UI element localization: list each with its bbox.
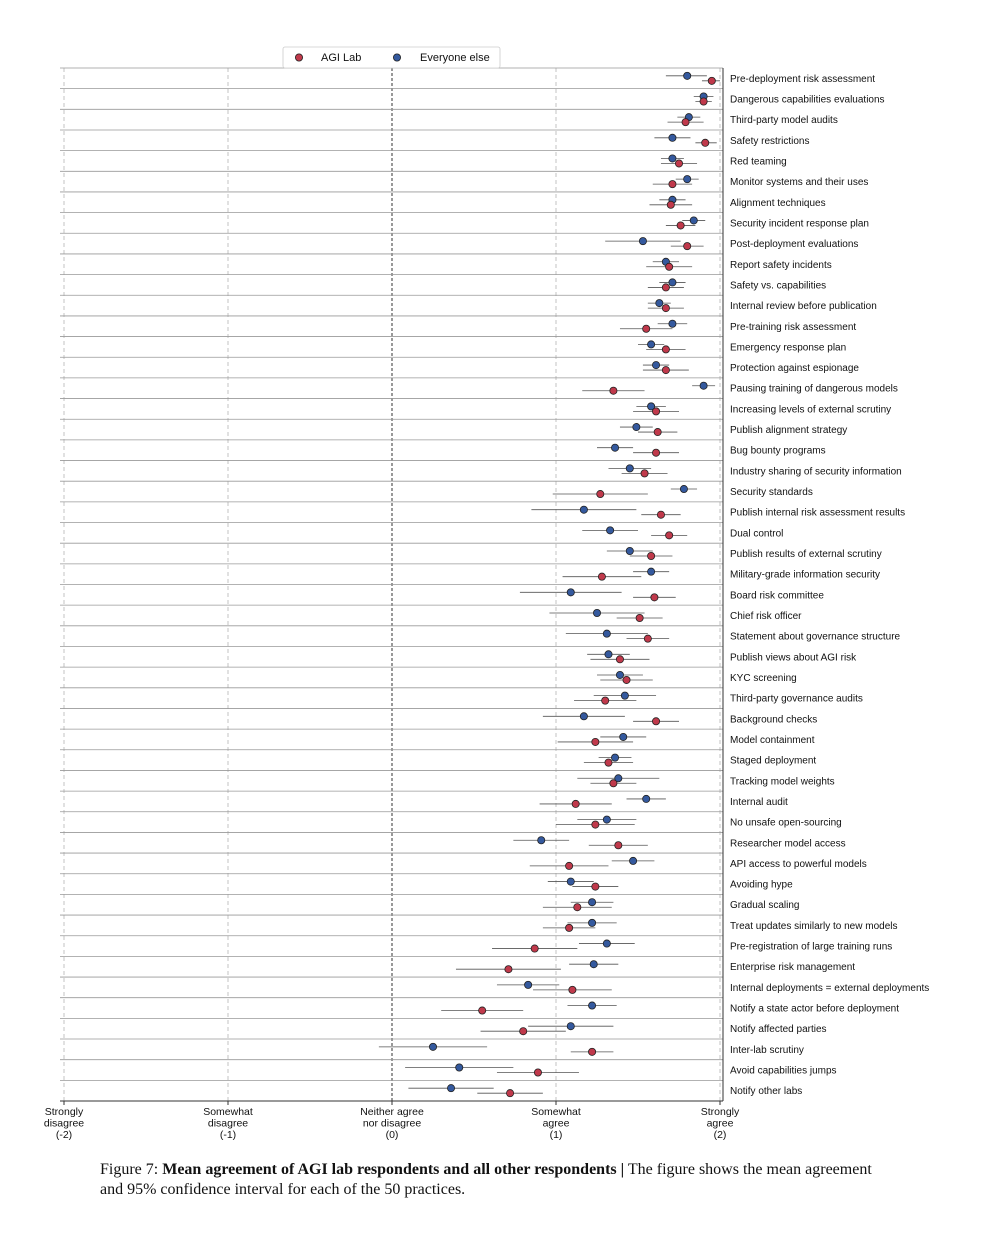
everyone-else-mean-point: [605, 651, 612, 658]
practice-label: Safety restrictions: [730, 135, 810, 147]
agi-lab-mean-point: [657, 511, 664, 518]
agi-lab-mean-point: [636, 614, 643, 621]
everyone-else-mean-point: [629, 857, 636, 864]
everyone-else-mean-point: [580, 713, 587, 720]
everyone-else-mean-point: [567, 878, 574, 885]
everyone-else-mean-point: [447, 1085, 454, 1092]
agi-lab-mean-point: [662, 284, 669, 291]
agi-lab-mean-point: [569, 986, 576, 993]
practice-label: Publish alignment strategy: [730, 425, 848, 437]
everyone-else-mean-point: [669, 134, 676, 141]
practice-label: Emergency response plan: [730, 342, 847, 354]
everyone-else-mean-point: [588, 1002, 595, 1009]
agi-lab-mean-point: [605, 759, 612, 766]
agi-lab-mean-point: [506, 1090, 513, 1097]
everyone-else-mean-point: [588, 899, 595, 906]
agi-lab-mean-point: [677, 222, 684, 229]
agi-lab-mean-point: [592, 883, 599, 890]
agi-lab-mean-point: [648, 552, 655, 559]
everyone-else-mean-point: [620, 733, 627, 740]
agi-lab-mean-point: [644, 635, 651, 642]
practice-labels: [730, 74, 929, 1097]
practice-label: Monitor systems and their uses: [730, 177, 869, 189]
everyone-else-mean-point: [607, 527, 614, 534]
practice-label: Pre-training risk assessment: [730, 321, 857, 333]
everyone-else-mean-point: [626, 465, 633, 472]
everyone-else-mean-point: [669, 320, 676, 327]
agi-lab-mean-point: [566, 924, 573, 931]
agi-lab-mean-point: [520, 1028, 527, 1035]
agi-lab-mean-point: [702, 139, 709, 146]
practice-label: Post-deployment evaluations: [730, 239, 859, 251]
agi-lab-mean-point: [662, 304, 669, 311]
practice-label: Red teaming: [730, 156, 787, 168]
practice-label: Publish internal risk assessment results: [730, 507, 906, 519]
caption-bold-title: Mean agreement of AGI lab respondents and all other respondents |: [162, 1161, 625, 1178]
everyone-else-mean-point: [525, 981, 532, 988]
practice-label: Third-party governance audits: [730, 693, 863, 705]
agi-lab-mean-point: [666, 532, 673, 539]
agi-lab-mean-point: [641, 470, 648, 477]
x-tick-label: Somewhat disagree (-1): [203, 1106, 253, 1141]
practice-label: Protection against espionage: [730, 363, 859, 375]
agi-lab-mean-point: [610, 387, 617, 394]
agi-lab-mean-point: [572, 800, 579, 807]
practice-label: Safety vs. capabilities: [730, 280, 827, 292]
practice-label: Avoid capabilities jumps: [730, 1065, 837, 1077]
agi-lab-mean-point: [592, 738, 599, 745]
agi-lab-mean-point: [574, 904, 581, 911]
practice-label: No unsafe open-sourcing: [730, 817, 842, 829]
everyone-else-mean-point: [590, 961, 597, 968]
caption-text: The figure shows the mean agreement and 95% confidence interval for each of the 50 practices.: [100, 1161, 872, 1198]
everyone-else-mean-point: [603, 630, 610, 637]
agi-lab-mean-point: [615, 842, 622, 849]
everyone-else-mean-point: [680, 485, 687, 492]
agi-lab-mean-point: [662, 346, 669, 353]
everyone-else-mean-point: [603, 816, 610, 823]
row-separators: [60, 68, 723, 1101]
everyone-else-mean-point: [633, 423, 640, 430]
practice-label: Alignment techniques: [730, 197, 826, 209]
x-tick-label: Strongly disagree (-2): [43, 1106, 85, 1141]
everyone-else-mean-point: [669, 155, 676, 162]
practice-label: Dangerous capabilities evaluations: [730, 94, 885, 106]
legend: [283, 47, 500, 68]
practice-label: Notify a state actor before deployment: [730, 1003, 899, 1015]
practice-label: Background checks: [730, 714, 818, 726]
agi-lab-mean-point: [682, 119, 689, 126]
legend-agi-lab-marker: [295, 54, 302, 61]
everyone-else-mean-point: [567, 1023, 574, 1030]
practice-label: Notify other labs: [730, 1086, 803, 1098]
everyone-else-mean-point: [648, 568, 655, 575]
practice-label: Inter-lab scrutiny: [730, 1044, 804, 1056]
practice-label: Staged deployment: [730, 755, 817, 767]
everyone-else-mean-point: [656, 299, 663, 306]
practice-label: Increasing levels of external scrutiny: [730, 404, 892, 416]
everyone-else-mean-point: [643, 795, 650, 802]
practice-label: Publish results of external scrutiny: [730, 549, 882, 561]
everyone-else-mean-point: [621, 692, 628, 699]
practice-label: Report safety incidents: [730, 259, 832, 271]
agi-lab-mean-point: [662, 366, 669, 373]
practice-label: Third-party model audits: [730, 115, 838, 127]
practice-label: Security standards: [730, 487, 813, 499]
everyone-else-mean-point: [616, 671, 623, 678]
agi-lab-mean-point: [505, 966, 512, 973]
everyone-else-mean-point: [639, 238, 646, 245]
agi-lab-mean-point: [666, 263, 673, 270]
practice-label: Statement about governance structure: [730, 631, 901, 643]
agi-lab-mean-point: [531, 945, 538, 952]
agi-lab-mean-point: [652, 408, 659, 415]
practice-label: Internal review before publication: [730, 301, 877, 313]
agi-lab-mean-point: [588, 1048, 595, 1055]
practice-label: Tracking model weights: [730, 776, 835, 788]
x-tick-labels: [44, 1106, 740, 1141]
practice-label: Notify affected parties: [730, 1024, 827, 1036]
agi-lab-mean-point: [643, 325, 650, 332]
agi-lab-mean-point: [654, 428, 661, 435]
practice-label: Model containment: [730, 734, 815, 746]
agi-lab-mean-point: [684, 243, 691, 250]
practice-label: Pre-registration of large training runs: [730, 941, 893, 953]
practice-label: Treat updates similarly to new models: [730, 920, 898, 932]
everyone-else-mean-point: [567, 589, 574, 596]
everyone-else-mean-point: [684, 176, 691, 183]
agi-lab-mean-point: [566, 862, 573, 869]
practice-label: Security incident response plan: [730, 218, 869, 230]
everyone-else-mean-point: [648, 341, 655, 348]
everyone-else-mean-point: [429, 1043, 436, 1050]
everyone-else-mean-point: [669, 279, 676, 286]
everyone-else-mean-point: [588, 919, 595, 926]
agi-lab-mean-point: [610, 780, 617, 787]
everyone-else-mean-point: [700, 382, 707, 389]
agi-lab-mean-point: [623, 676, 630, 683]
agi-lab-mean-point: [675, 160, 682, 167]
agi-lab-mean-point: [597, 490, 604, 497]
practice-label: Internal audit: [730, 796, 788, 808]
agi-lab-mean-point: [479, 1007, 486, 1014]
agi-lab-mean-point: [534, 1069, 541, 1076]
practice-label: Pausing training of dangerous models: [730, 383, 898, 395]
x-tick-label: Somewhat agree (1): [531, 1106, 581, 1141]
everyone-else-mean-point: [603, 940, 610, 947]
agi-lab-mean-point: [602, 697, 609, 704]
practice-label: Internal deployments = external deployments: [730, 982, 930, 994]
practice-label: Avoiding hype: [730, 879, 793, 891]
practice-label: Publish views about AGI risk: [730, 652, 857, 664]
agi-lab-mean-point: [708, 77, 715, 84]
agi-lab-mean-point: [652, 449, 659, 456]
practice-label: Pre-deployment risk assessment: [730, 73, 876, 85]
agi-lab-mean-point: [652, 718, 659, 725]
everyone-else-mean-point: [690, 217, 697, 224]
agi-lab-mean-point: [651, 594, 658, 601]
everyone-else-mean-point: [580, 506, 587, 513]
everyone-else-mean-point: [611, 444, 618, 451]
everyone-else-mean-point: [538, 837, 545, 844]
agi-lab-mean-point: [592, 821, 599, 828]
figure-caption: [100, 1160, 890, 1200]
everyone-else-mean-point: [626, 547, 633, 554]
practice-label: Gradual scaling: [730, 900, 800, 912]
everyone-else-mean-point: [684, 72, 691, 79]
x-tick-label: Neither agree nor disagree (0): [360, 1106, 424, 1141]
practice-label: Dual control: [730, 528, 784, 540]
agi-lab-mean-point: [616, 656, 623, 663]
agi-lab-mean-point: [667, 201, 674, 208]
practice-label: API access to powerful models: [730, 858, 867, 870]
practice-label: Board risk committee: [730, 590, 824, 602]
practice-label: Chief risk officer: [730, 610, 802, 622]
x-tick-label: Strongly agree (2): [700, 1106, 740, 1141]
legend-agi-lab-label: AGI Lab: [321, 52, 362, 64]
agi-lab-mean-point: [669, 181, 676, 188]
caption-figure-label: Figure 7:: [100, 1161, 159, 1178]
everyone-else-mean-point: [593, 609, 600, 616]
practice-label: Enterprise risk management: [730, 962, 856, 974]
agi-lab-mean-point: [700, 98, 707, 105]
practice-label: Industry sharing of security information: [730, 466, 902, 478]
everyone-else-mean-point: [456, 1064, 463, 1071]
everyone-else-mean-point: [652, 361, 659, 368]
practice-label: KYC screening: [730, 672, 797, 684]
agi-lab-mean-point: [598, 573, 605, 580]
everyone-else-mean-point: [611, 754, 618, 761]
practice-label: Military-grade information security: [730, 569, 881, 581]
practice-label: Researcher model access: [730, 838, 846, 850]
legend-everyone-else-marker: [393, 54, 400, 61]
legend-everyone-else-label: Everyone else: [420, 52, 490, 64]
practice-label: Bug bounty programs: [730, 445, 826, 457]
